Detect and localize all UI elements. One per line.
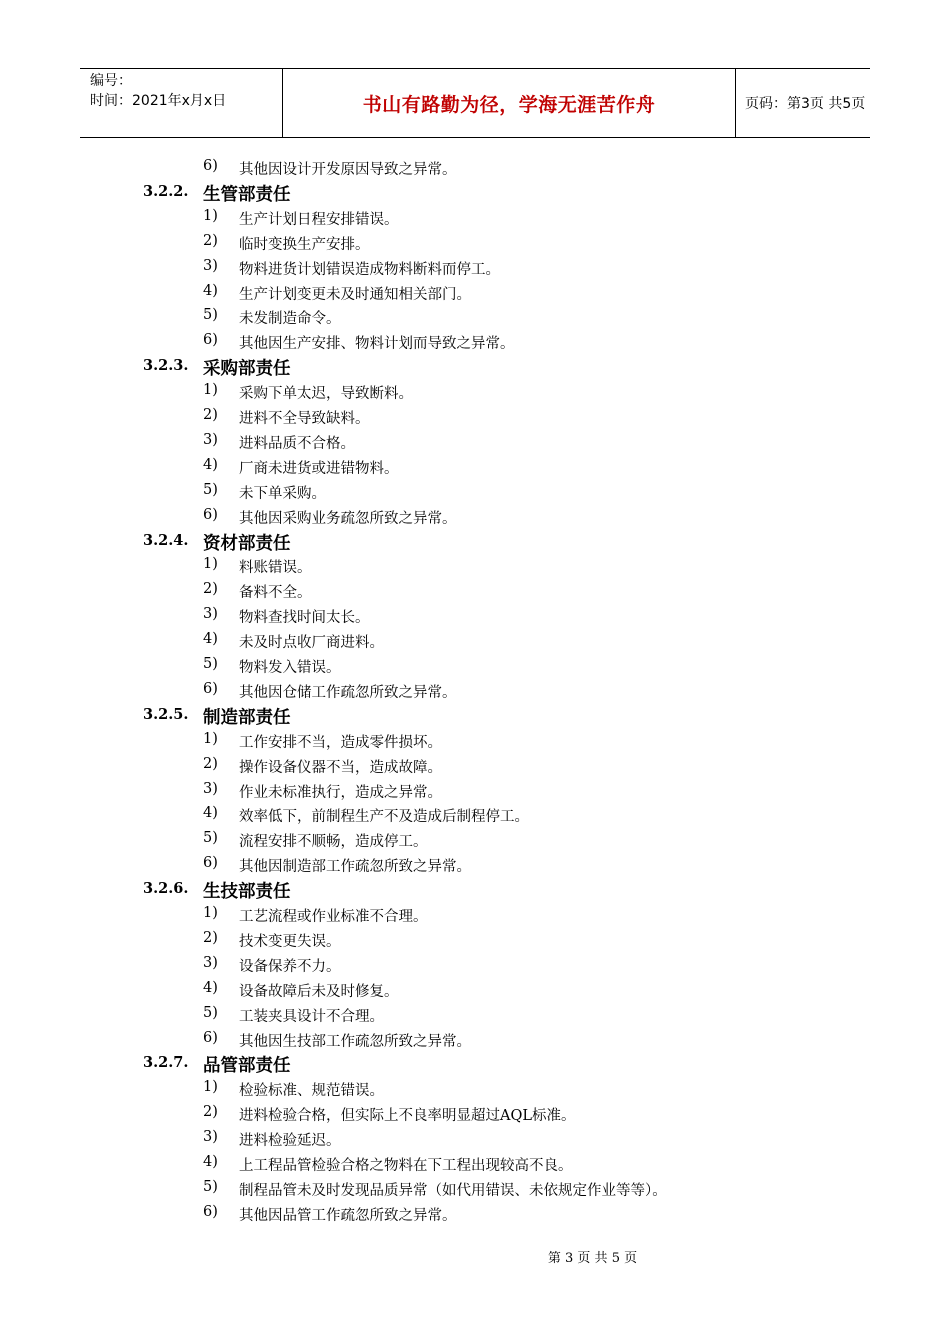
list-item-text: 未及时点收厂商进料。: [239, 635, 384, 652]
list-item-text: 工作安排不当，造成零件损坏。: [239, 734, 442, 751]
list-item-text: 其他因设计开发原因导致之异常。: [239, 162, 457, 178]
list-item-number: 6): [203, 158, 218, 174]
list-item-number: 3): [203, 431, 218, 448]
list-item-text: 作业未标准执行，造成之异常。: [239, 784, 442, 801]
section-number: 3.2.3.: [143, 357, 189, 375]
section-title: 资材部责任: [203, 533, 291, 554]
list-item-number: 1): [203, 730, 218, 747]
list-item-number: 1): [203, 556, 218, 573]
list-item-number: 2): [203, 581, 218, 598]
list-item-number: 6): [203, 506, 218, 523]
document-date-label: 时间：2021年x月x日: [90, 93, 227, 109]
list-item-text: 其他因生技部工作疏忽所致之异常。: [239, 1033, 471, 1050]
list-item-number: 2): [203, 1104, 218, 1121]
list-item-text: 物料进货计划错误造成物料断料而停工。: [239, 261, 500, 278]
list-item-text: 料账错误。: [239, 560, 312, 577]
section-number: 3.2.4.: [143, 531, 189, 549]
list-item-number: 2): [203, 929, 218, 946]
list-item-number: 1): [203, 207, 218, 224]
list-item-number: 5): [203, 656, 218, 672]
list-item-text: 物料查找时间太长。: [239, 610, 370, 627]
list-item-number: 2): [203, 755, 218, 772]
list-item-number: 3): [203, 954, 218, 971]
header-motto-cell: [282, 69, 736, 137]
list-item-number: 6): [203, 332, 218, 349]
list-item-number: 6): [203, 1029, 218, 1046]
list-item-number: 4): [203, 805, 218, 822]
list-item-number: 3): [203, 780, 218, 797]
list-item-number: 5): [203, 1004, 218, 1021]
list-item-text: 制程品管未及时发现品质异常（如代用错误、未依规定作业等等）。: [239, 1182, 667, 1199]
list-item-text: 技术变更失误。: [239, 933, 341, 950]
section-title: 制造部责任: [203, 707, 291, 728]
header-page-cell: [735, 69, 870, 137]
list-item-text: 未下单采购。: [239, 485, 326, 502]
list-item-number: 6): [203, 855, 218, 872]
section-title: 生技部责任: [203, 882, 291, 903]
section-number: 3.2.6.: [143, 880, 189, 898]
section-title: 生管部责任: [203, 184, 291, 205]
list-item-number: 6): [203, 680, 218, 697]
list-item-text: 临时变换生产安排。: [239, 236, 370, 253]
list-item-number: 5): [203, 307, 218, 324]
list-item-number: 5): [203, 481, 218, 498]
list-item-text: 进料检验合格，但实际上不良率明显超过AQL标准。: [239, 1108, 576, 1125]
page-footer: [0, 1247, 950, 1266]
document-code-label: 编号：: [90, 73, 132, 89]
list-item-number: 4): [203, 631, 218, 648]
list-item-text: 进料品质不合格。: [239, 435, 355, 452]
list-item-number: 4): [203, 979, 218, 996]
list-item-text: 检验标准、规范错误。: [239, 1083, 384, 1100]
list-item-text: 采购下单太迟，导致断料。: [239, 386, 413, 403]
list-item-number: 3): [203, 257, 218, 274]
list-item-text: 进料不全导致缺料。: [239, 411, 370, 427]
list-item-text: 未发制造命令。: [239, 311, 341, 328]
list-item-text: 上工程品管检验合格之物料在下工程出现较高不良。: [239, 1158, 573, 1174]
list-item-number: 4): [203, 456, 218, 473]
list-item-number: 3): [203, 1129, 218, 1146]
list-item-text: 工艺流程或作业标准不合理。: [239, 909, 428, 925]
list-item-text: 其他因仓储工作疏忽所致之异常。: [239, 684, 457, 701]
list-item-number: 4): [203, 282, 218, 299]
list-item-text: 设备故障后未及时修复。: [239, 983, 399, 1000]
section-number: 3.2.7.: [143, 1054, 189, 1072]
list-item-number: 1): [203, 905, 218, 921]
list-item-text: 其他因生产安排、物料计划而导致之异常。: [239, 336, 515, 353]
list-item-number: 1): [203, 382, 218, 399]
list-item-text: 生产计划日程安排错误。: [239, 211, 399, 228]
list-item-number: 2): [203, 232, 218, 249]
list-item-text: 设备保养不力。: [239, 958, 341, 975]
list-item-number: 2): [203, 407, 218, 423]
section-number: 3.2.2.: [143, 182, 189, 200]
list-item-number: 1): [203, 1079, 218, 1096]
list-item-text: 备料不全。: [239, 585, 312, 602]
list-item-text: 其他因采购业务疏忽所致之异常。: [239, 510, 457, 527]
header-page-number: 页码：第3页 共5页: [745, 96, 866, 112]
list-item-text: 生产计划变更未及时通知相关部门。: [239, 286, 471, 303]
list-item-text: 其他因品管工作疏忽所致之异常。: [239, 1207, 457, 1224]
list-item-number: 5): [203, 1178, 218, 1195]
header-meta-cell: [80, 69, 282, 137]
list-item-text: 其他因制造部工作疏忽所致之异常。: [239, 859, 471, 876]
list-item-text: 厂商未进货或进错物料。: [239, 460, 399, 477]
document-header: [80, 68, 870, 138]
section-title: 品管部责任: [203, 1056, 291, 1077]
list-item-text: 效率低下，前制程生产不及造成后制程停工。: [239, 809, 529, 826]
list-item-text: 物料发入错误。: [239, 660, 341, 676]
section-title: 采购部责任: [203, 359, 291, 380]
section-number: 3.2.5.: [143, 705, 189, 723]
header-motto: 书山有路勤为径，学海无涯苦作舟: [362, 93, 656, 116]
list-item-number: 3): [203, 606, 218, 623]
list-item-text: 流程安排不顺畅，造成停工。: [239, 834, 428, 851]
list-item-number: 5): [203, 830, 218, 847]
list-item-number: 4): [203, 1154, 218, 1170]
footer-page-number: 第 3 页 共 5 页: [547, 1251, 638, 1266]
list-item-text: 工装夹具设计不合理。: [239, 1008, 384, 1025]
list-item-text: 操作设备仪器不当，造成故障。: [239, 759, 442, 776]
list-item-number: 6): [203, 1203, 218, 1220]
list-item-text: 进料检验延迟。: [239, 1133, 341, 1150]
